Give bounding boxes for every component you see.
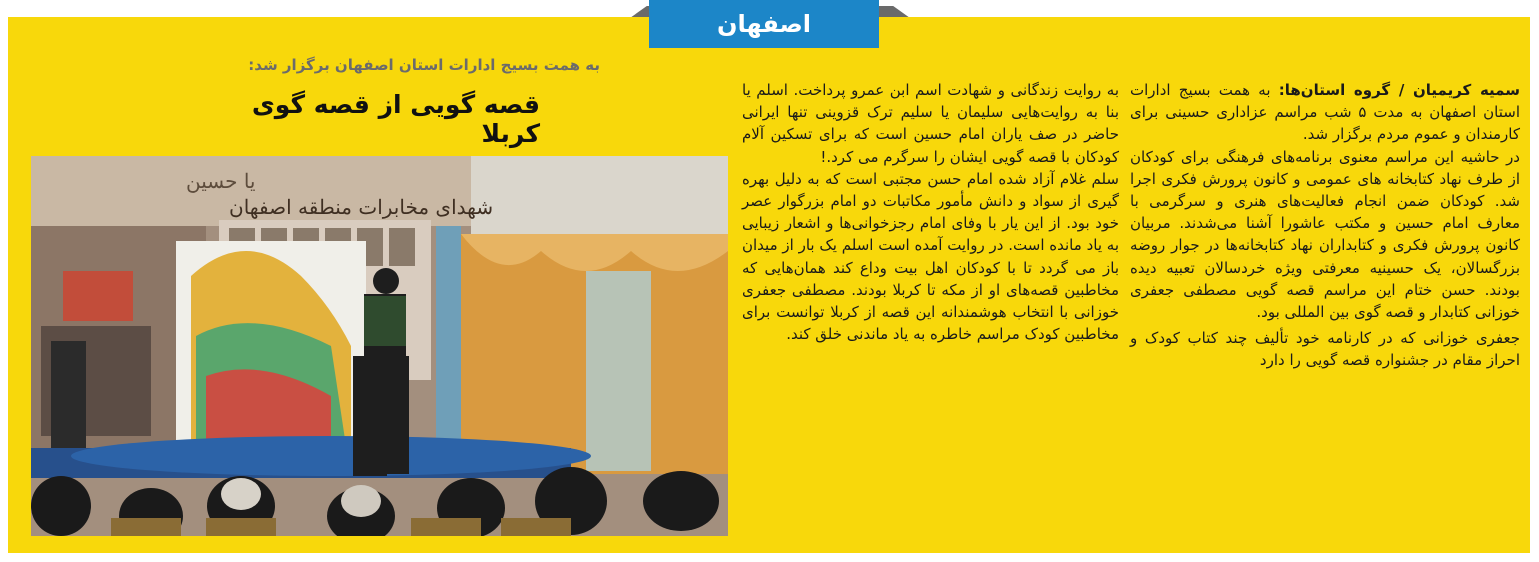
calligraphy-text: یا حسین: [186, 169, 256, 193]
lead-text: به همت بسیج ادارات استان اصفهان به مدت ۵ شب مراسم عزاداری حسینی برای کارمندان و عموم مردم برگزار شد.: [1130, 81, 1520, 144]
middle-column: [742, 79, 1119, 345]
body-paragraph: سلم غلام آزاد شده امام حسن مجتبی است که به دلیل بهره گیری از سواد و دانش مأمور مکاتبات دو امام بزرگوار عصر خود بود. از این یار با وفای امام رجزخوانی‌ها و اشعار زیبایی به یاد مانده است. در روایت آمده است اسلم یک بار از میدان باز می گردد تا با کودکان اهل بیت وداع کند همان‌هایی که مخاطبین قصه‌های او از مکه تا کربلا بودند. مصطفی جعفری خوزانی با انتخاب هوشمندانه این قصه از کربلا توانست برای مخاطبین کودک مراسم خاطره به یاد ماندنی خلق کند.: [742, 169, 1119, 344]
banner-text: شهدای مخابرات منطقه اصفهان: [229, 195, 494, 219]
byline: سمیه کریمیان / گروه استان‌ها:: [1278, 81, 1520, 99]
section-tab: [649, 0, 879, 48]
right-column: [1130, 79, 1520, 372]
headline: قصه گویی از قصه گوی کربلا: [251, 90, 540, 148]
section-title: اصفهان: [716, 10, 812, 38]
body-paragraph: به روایت زندگانی و شهادت اسم ابن عمرو پرداخت. اسلم یا بنا به روایت‌هایی سلیمان یا سلیم ترک قزوینی تنها ایرانی حاضر در صف یاران امام حسین است که برای تسکین آلام کودکان با قصه گویی ایشان را سرگرم می کرد.!: [742, 81, 1119, 166]
lead-paragraph: [1130, 79, 1520, 146]
body-paragraph: در حاشیه این مراسم معنوی برنامه‌های فرهنگی برای کودکان از طرف نهاد کتابخانه های عمومی و کانون پرورش فکری اجرا شد. کودکان ضمن انجام فعالیت‌های هنری و سرگرمی با معارف امام حسین و مکتب عاشورا آشنا می‌شدند. مربیان کانون پرورش فکری و کتابداران نهاد کتابخانه‌ها در جوار روضه بزرگسالان، یک حسینیه معرفتی ویژه خردسالان تعبیه دیده بودند. حسن ختام این مراسم قصه گویی مصطفی جعفری خوزانی کتابدار و قصه گوی بین المللی بود.: [1130, 147, 1520, 322]
article-photo: [31, 156, 728, 536]
kicker: به همت بسیج ادارات استان اصفهان برگزار شد:: [248, 56, 600, 74]
body-paragraph: جعفری خوزانی که در کارنامه خود تألیف چند کتاب کودک و احراز مقام در جشنواره قصه گویی را دارد: [1130, 329, 1520, 370]
